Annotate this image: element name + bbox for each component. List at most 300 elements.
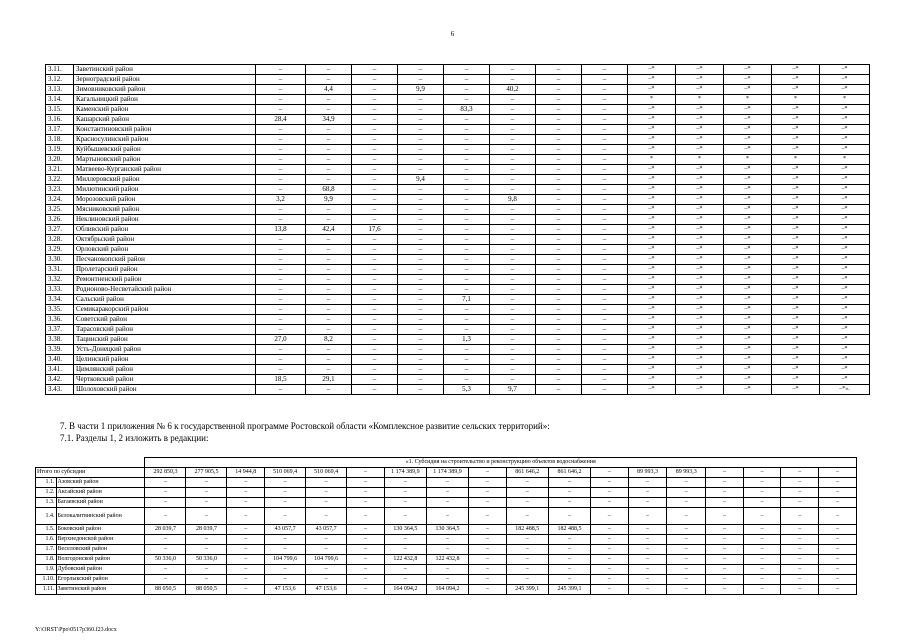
marker-cell: –*	[724, 175, 772, 185]
table-row	[36, 525, 857, 535]
value-cell: –	[256, 295, 306, 305]
marker-cell: –*	[820, 245, 870, 255]
value-cell: –	[145, 508, 186, 525]
value-cell: –	[536, 185, 582, 195]
marker-cell: –*	[820, 75, 870, 85]
marker-cell: –*	[772, 75, 820, 85]
marker-cell: –*	[628, 135, 676, 145]
district-name: Песчанокопский район	[74, 255, 256, 265]
value-cell: 50 336,0	[186, 555, 227, 565]
value-cell: –	[591, 498, 629, 508]
marker-cell: –*	[772, 255, 820, 265]
value-cell: –	[582, 255, 628, 265]
value-cell: –	[444, 325, 490, 335]
value-cell: –	[781, 575, 819, 585]
marker-cell: –*	[724, 65, 772, 75]
value-cell: –	[536, 375, 582, 385]
value-cell: –	[352, 385, 398, 395]
value-cell: –	[398, 365, 444, 375]
value-cell: –	[706, 525, 744, 535]
district-name: Матвеево-Курганский район	[74, 165, 256, 175]
value-cell: 3,2	[256, 195, 306, 205]
value-cell: –	[265, 545, 306, 555]
table-row	[46, 175, 870, 185]
marker-cell: –*	[628, 265, 676, 275]
value-cell: –	[347, 545, 385, 555]
value-cell: –	[506, 535, 548, 545]
table-row	[46, 355, 870, 365]
marker-cell: –*	[676, 365, 724, 375]
marker-cell: –*	[628, 185, 676, 195]
district-name: Егорлыкский район	[56, 575, 145, 585]
value-cell: –	[384, 575, 426, 585]
value-cell: –	[145, 488, 186, 498]
value-cell: –	[145, 575, 186, 585]
value-cell: –	[536, 335, 582, 345]
marker-cell: –*	[820, 135, 870, 145]
value-cell: –	[536, 245, 582, 255]
value-cell: –	[536, 285, 582, 295]
value-cell: –	[444, 305, 490, 315]
marker-cell: –*	[820, 355, 870, 365]
value-cell: –	[352, 145, 398, 155]
row-number: 3.16.	[46, 115, 74, 125]
value-cell: 164 094,2	[426, 585, 468, 595]
table-row	[46, 245, 870, 255]
district-name: Орловский район	[74, 245, 256, 255]
value-cell: –	[490, 285, 536, 295]
marker-cell: –*	[772, 115, 820, 125]
value-cell: –	[186, 488, 227, 498]
value-cell: –	[781, 585, 819, 595]
marker-cell: –*	[724, 115, 772, 125]
value-cell: –	[628, 488, 667, 498]
value-cell: –	[444, 135, 490, 145]
value-cell: –	[352, 105, 398, 115]
value-cell: –	[582, 375, 628, 385]
value-cell: –	[582, 285, 628, 295]
value-cell: –	[536, 175, 582, 185]
value-cell: –	[490, 165, 536, 175]
marker-cell: –*	[772, 345, 820, 355]
marker-cell: –*	[724, 345, 772, 355]
table-row	[46, 125, 870, 135]
marker-cell: –*	[820, 275, 870, 285]
page-number: 6	[450, 30, 455, 38]
value-cell: –	[536, 365, 582, 375]
row-number: 1.6.	[36, 535, 57, 545]
value-cell: –	[490, 335, 536, 345]
row-number: 3.34.	[46, 295, 74, 305]
value-cell: –	[444, 65, 490, 75]
value-cell: –	[256, 205, 306, 215]
value-cell: –	[398, 105, 444, 115]
value-cell: –	[256, 95, 306, 105]
marker-cell: –*	[676, 85, 724, 95]
value-cell: –	[591, 488, 629, 498]
marker-cell: –*	[772, 135, 820, 145]
value-cell: –	[591, 535, 629, 545]
value-cell: –	[145, 535, 186, 545]
value-cell: –	[536, 215, 582, 225]
table-row	[46, 105, 870, 115]
marker-cell: –*».	[820, 385, 870, 395]
value-cell: –	[352, 75, 398, 85]
row-number: 1.8.	[36, 555, 57, 565]
marker-cell: –*	[772, 125, 820, 135]
value-cell: –	[444, 285, 490, 295]
value-cell: –	[256, 75, 306, 85]
value-cell: –	[469, 525, 507, 535]
value-cell: –	[398, 185, 444, 195]
value-cell: –	[706, 545, 744, 555]
marker-cell: –*	[676, 235, 724, 245]
row-number: 3.43.	[46, 385, 74, 395]
value-cell: 13,8	[256, 225, 306, 235]
value-cell: –	[306, 478, 347, 488]
value-cell: –	[591, 555, 629, 565]
value-cell: –	[306, 488, 347, 498]
marker-cell: *	[772, 95, 820, 105]
value-cell: –	[145, 498, 186, 508]
value-cell: –	[256, 275, 306, 285]
value-cell: –	[352, 375, 398, 385]
marker-cell: –*	[628, 175, 676, 185]
value-cell: –	[582, 315, 628, 325]
district-name: Аксайский район	[56, 488, 145, 498]
value-cell: –	[781, 555, 819, 565]
value-cell: 43 057,7	[306, 525, 347, 535]
value-cell: –	[536, 325, 582, 335]
value-cell: –	[582, 185, 628, 195]
district-name: Верхнедонской район	[56, 535, 145, 545]
district-name: Заветинский район	[56, 585, 145, 595]
value-cell: –	[490, 225, 536, 235]
value-cell: 50 336,0	[145, 555, 186, 565]
value-cell: –	[352, 295, 398, 305]
value-cell: –	[444, 75, 490, 85]
value-cell: –	[306, 325, 352, 335]
value-cell: –	[743, 508, 781, 525]
value-cell: –	[398, 125, 444, 135]
district-name: Мартыновский район	[74, 155, 256, 165]
value-cell: –	[490, 315, 536, 325]
marker-cell: –*	[676, 165, 724, 175]
value-cell: –	[706, 575, 744, 585]
value-cell: –	[352, 65, 398, 75]
value-cell: –	[582, 385, 628, 395]
value-cell: –	[743, 565, 781, 575]
value-cell: –	[667, 488, 706, 498]
marker-cell: –*	[772, 375, 820, 385]
value-cell: –	[265, 508, 306, 525]
marker-cell: –*	[724, 215, 772, 225]
value-cell: –	[398, 245, 444, 255]
marker-cell: –*	[724, 285, 772, 295]
value-cell: 510 069,4	[306, 468, 347, 478]
section-header: «1. Субсидия на строительство и реконструкцию объектов водоснабжения	[145, 458, 857, 468]
value-cell: –	[490, 245, 536, 255]
row-number: 3.33.	[46, 285, 74, 295]
value-cell: –	[227, 508, 265, 525]
marker-cell: –*	[820, 265, 870, 275]
marker-cell: *	[628, 95, 676, 105]
value-cell: –	[582, 165, 628, 175]
marker-cell: –*	[820, 185, 870, 195]
marker-cell: –*	[820, 145, 870, 155]
marker-cell: –*	[820, 215, 870, 225]
value-cell: 130 364,5	[384, 525, 426, 535]
table-row	[46, 85, 870, 95]
marker-cell: –*	[820, 105, 870, 115]
marker-cell: –*	[676, 285, 724, 295]
value-cell: –	[536, 255, 582, 265]
district-name: Усть-Донецкий район	[74, 345, 256, 355]
value-cell: –	[582, 235, 628, 245]
value-cell: –	[781, 478, 819, 488]
value-cell: –	[256, 245, 306, 255]
row-number: 1.7.	[36, 545, 57, 555]
marker-cell: –*	[628, 335, 676, 345]
value-cell: –	[667, 555, 706, 565]
value-cell: –	[352, 245, 398, 255]
value-cell: –	[444, 365, 490, 375]
value-cell: –	[781, 508, 819, 525]
value-cell: –	[506, 565, 548, 575]
row-number: 3.30.	[46, 255, 74, 265]
value-cell: –	[536, 135, 582, 145]
marker-cell: *	[628, 155, 676, 165]
value-cell: 245 399,1	[548, 585, 590, 595]
marker-cell: –*	[772, 225, 820, 235]
value-cell: –	[582, 335, 628, 345]
marker-cell: –*	[820, 175, 870, 185]
row-number: 3.14.	[46, 95, 74, 105]
value-cell: –	[582, 95, 628, 105]
value-cell: –	[819, 468, 857, 478]
table-row	[46, 265, 870, 275]
value-cell: –	[628, 575, 667, 585]
value-cell: –	[352, 255, 398, 265]
value-cell: –	[444, 235, 490, 245]
marker-cell: –*	[628, 215, 676, 225]
marker-cell: –*	[820, 305, 870, 315]
value-cell: –	[444, 185, 490, 195]
value-cell: –	[256, 175, 306, 185]
marker-cell: –*	[724, 375, 772, 385]
value-cell: –	[256, 135, 306, 145]
value-cell: –	[536, 235, 582, 245]
marker-cell: –*	[820, 325, 870, 335]
value-cell: –	[490, 265, 536, 275]
value-cell: –	[347, 555, 385, 565]
value-cell: –	[256, 85, 306, 95]
value-cell: –	[743, 555, 781, 565]
district-name: Красносулинский район	[74, 135, 256, 145]
district-name: Миллеровский район	[74, 175, 256, 185]
value-cell: –	[265, 488, 306, 498]
marker-cell: –*	[676, 135, 724, 145]
value-cell: –	[352, 235, 398, 245]
marker-cell: –*	[820, 295, 870, 305]
value-cell: –	[591, 525, 629, 535]
value-cell: –	[582, 205, 628, 215]
value-cell: –	[186, 478, 227, 488]
value-cell: –	[536, 145, 582, 155]
table-row	[36, 498, 857, 508]
value-cell: –	[384, 535, 426, 545]
marker-cell: –*	[628, 235, 676, 245]
district-name: Кагальницкий район	[74, 95, 256, 105]
value-cell: –	[398, 225, 444, 235]
table-row	[46, 145, 870, 155]
marker-cell: –*	[772, 235, 820, 245]
value-cell: –	[667, 585, 706, 595]
value-cell: –	[347, 535, 385, 545]
value-cell: –	[398, 375, 444, 385]
value-cell: –	[781, 525, 819, 535]
value-cell: –	[706, 555, 744, 565]
district-name: Пролетарский район	[74, 265, 256, 275]
value-cell: –	[743, 498, 781, 508]
value-cell: –	[444, 85, 490, 95]
value-cell: –	[256, 385, 306, 395]
value-cell: –	[256, 235, 306, 245]
value-cell: 9,7	[490, 385, 536, 395]
value-cell: –	[591, 545, 629, 555]
marker-cell: –*	[676, 115, 724, 125]
value-cell: –	[582, 275, 628, 285]
marker-cell: –*	[820, 115, 870, 125]
value-cell: –	[384, 508, 426, 525]
total-label: Итого по субсидии	[36, 468, 145, 478]
marker-cell: –*	[772, 385, 820, 395]
marker-cell: –*	[676, 255, 724, 265]
value-cell: –	[352, 155, 398, 165]
table-row	[36, 565, 857, 575]
value-cell: –	[398, 75, 444, 85]
value-cell: –	[352, 215, 398, 225]
district-name: Мясниковский район	[74, 205, 256, 215]
value-cell: –	[743, 468, 781, 478]
value-cell: –	[444, 255, 490, 265]
value-cell: –	[490, 155, 536, 165]
value-cell: –	[490, 145, 536, 155]
marker-cell: –*	[820, 85, 870, 95]
table-row	[46, 195, 870, 205]
marker-cell: –*	[676, 205, 724, 215]
marker-cell: –*	[676, 265, 724, 275]
marker-cell: –*	[820, 375, 870, 385]
row-number: 3.35.	[46, 305, 74, 315]
value-cell: –	[256, 105, 306, 115]
value-cell: –	[628, 525, 667, 535]
marker-cell: –*	[628, 365, 676, 375]
marker-cell: –*	[772, 245, 820, 255]
value-cell: –	[347, 508, 385, 525]
marker-cell: –*	[724, 295, 772, 305]
value-cell: –	[781, 498, 819, 508]
value-cell: 9,9	[398, 85, 444, 95]
value-cell: –	[306, 125, 352, 135]
value-cell: –	[469, 478, 507, 488]
value-cell: –	[256, 285, 306, 295]
value-cell: –	[536, 155, 582, 165]
value-cell: –	[352, 335, 398, 345]
table-row	[46, 325, 870, 335]
table-row	[46, 385, 870, 395]
value-cell: –	[582, 145, 628, 155]
value-cell: –	[444, 195, 490, 205]
value-cell: –	[819, 478, 857, 488]
value-cell: –	[582, 295, 628, 305]
value-cell: –	[227, 575, 265, 585]
value-cell: –	[398, 285, 444, 295]
value-cell: –	[306, 265, 352, 275]
marker-cell: –*	[724, 235, 772, 245]
value-cell: –	[306, 95, 352, 105]
value-cell: –	[444, 165, 490, 175]
marker-cell: –*	[772, 175, 820, 185]
value-cell: –	[548, 575, 590, 585]
value-cell: 47 153,6	[265, 585, 306, 595]
value-cell: 28,4	[256, 115, 306, 125]
value-cell: –	[398, 345, 444, 355]
row-number: 3.32.	[46, 275, 74, 285]
marker-cell: –*	[724, 245, 772, 255]
value-cell: 164 094,2	[384, 585, 426, 595]
marker-cell: –*	[676, 355, 724, 365]
row-number: 3.24.	[46, 195, 74, 205]
value-cell: –	[548, 535, 590, 545]
marker-cell: –*	[724, 75, 772, 85]
value-cell: 1,3	[444, 335, 490, 345]
marker-cell: –*	[772, 265, 820, 275]
district-name: Целинский район	[74, 355, 256, 365]
value-cell: –	[536, 125, 582, 135]
value-cell: –	[384, 565, 426, 575]
subsidy-table	[35, 457, 857, 595]
table-row	[36, 555, 857, 565]
marker-cell: –*	[772, 275, 820, 285]
value-cell: –	[582, 105, 628, 115]
value-cell: –	[591, 585, 629, 595]
marker-cell: –*	[676, 225, 724, 235]
value-cell: –	[582, 195, 628, 205]
value-cell: –	[819, 545, 857, 555]
row-number: 3.27.	[46, 225, 74, 235]
value-cell: –	[444, 245, 490, 255]
value-cell: –	[145, 478, 186, 488]
value-cell: –	[781, 488, 819, 498]
marker-cell: *	[676, 155, 724, 165]
value-cell: –	[444, 145, 490, 155]
marker-cell: –*	[820, 205, 870, 215]
row-number: 1.4.	[36, 508, 57, 525]
marker-cell: –*	[820, 195, 870, 205]
value-cell: –	[256, 365, 306, 375]
value-cell: –	[591, 565, 629, 575]
marker-cell: –*	[820, 225, 870, 235]
value-cell: 9,8	[490, 195, 536, 205]
value-cell: –	[306, 165, 352, 175]
value-cell: –	[306, 385, 352, 395]
table-row	[46, 75, 870, 85]
value-cell: –	[582, 245, 628, 255]
value-cell: –	[227, 478, 265, 488]
value-cell: 182 488,5	[506, 525, 548, 535]
value-cell: 89 993,3	[628, 468, 667, 478]
